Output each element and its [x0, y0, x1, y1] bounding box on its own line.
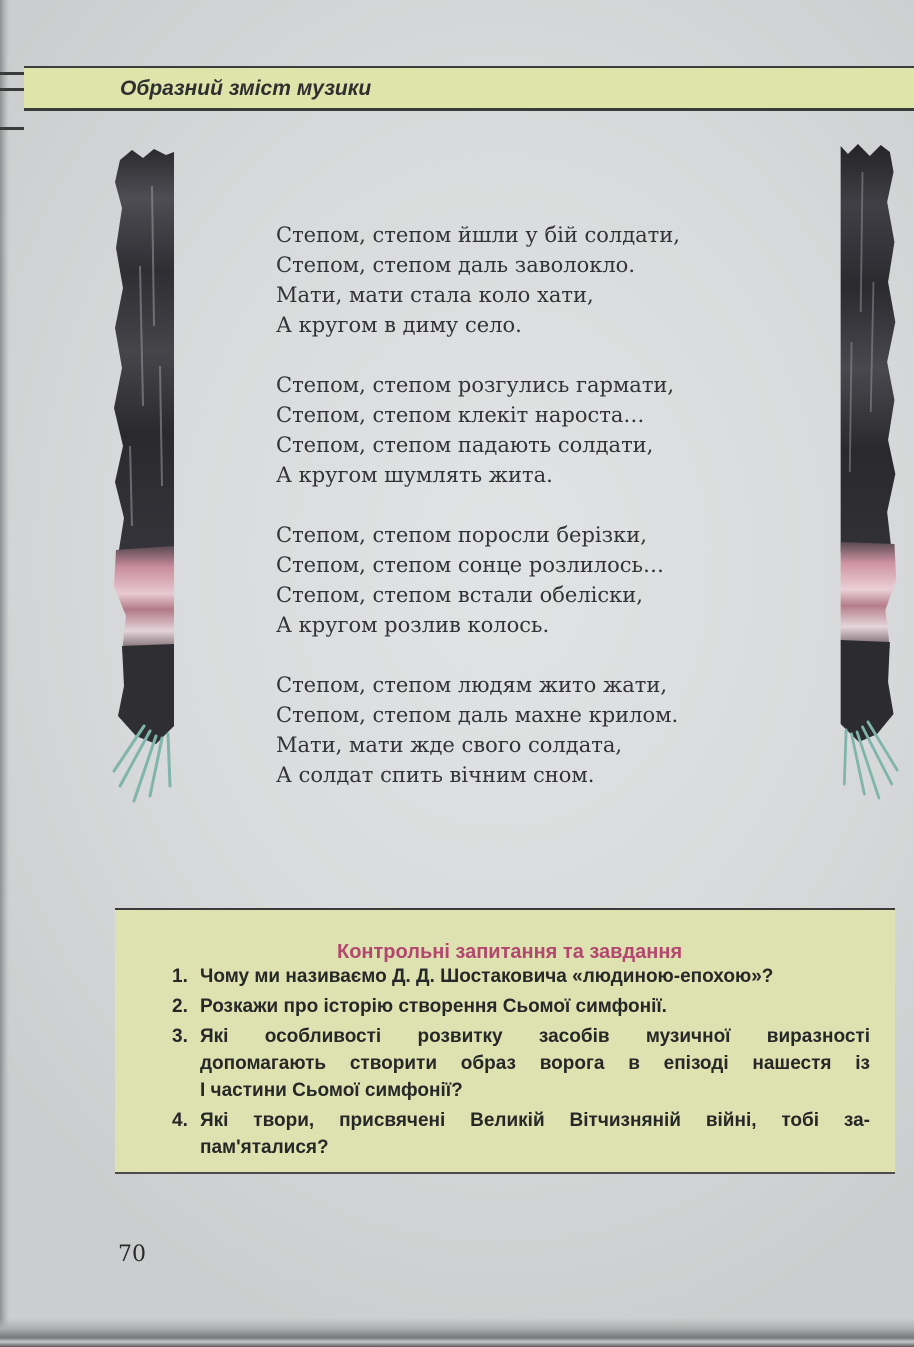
page-edge-tab	[0, 88, 24, 91]
page-edge-tab	[0, 127, 24, 130]
poem-line: Степом, степом поросли берізки,	[276, 523, 647, 547]
section-title: Образний зміст музики	[120, 77, 372, 100]
right-brush-decoration	[837, 142, 899, 806]
question-text-line: допомагають створити образ ворога в епізоді нашестя із	[200, 1053, 870, 1074]
page-left-edge	[0, 0, 9, 1347]
question-number: 3.	[172, 1026, 188, 1047]
question-item	[172, 1023, 870, 1104]
poem-stanza	[276, 370, 680, 490]
question-number: 4.	[172, 1110, 188, 1131]
page-number: 70	[118, 1242, 146, 1267]
poem-line: Степом, степом даль махне крилом.	[276, 703, 679, 727]
poem-stanza	[276, 670, 680, 790]
question-item	[172, 993, 870, 1020]
question-text-line: пам'яталися?	[200, 1137, 329, 1158]
poem-stanza	[276, 520, 680, 640]
poem-line: Степом, степом падають солдати,	[276, 433, 654, 457]
poem-line: Степом, степом даль заволокло.	[276, 253, 635, 277]
poem-line: Степом, степом сонце розлилось…	[276, 553, 664, 577]
question-text-line: Які особливості розвитку засобів музичної виразності	[200, 1026, 870, 1047]
poem-line: А кругом в диму село.	[276, 313, 522, 337]
poem-line: Степом, степом встали обеліски,	[276, 583, 643, 607]
poem-line: Мати, мати стала коло хати,	[276, 283, 594, 307]
poem-line: Степом, степом розгулись гармати,	[276, 373, 675, 397]
poem-line: Степом, степом людям жито жати,	[276, 673, 668, 697]
poem-line: Степом, степом йшли у бій солдати,	[276, 223, 680, 247]
poem-stanza	[276, 220, 680, 340]
poem	[276, 220, 680, 820]
poem-line: А кругом шумлять жита.	[276, 463, 553, 487]
question-text-line: Чому ми називаємо Д. Д. Шостаковича «людиною-епохою»?	[200, 966, 774, 987]
poem-line: А кругом розлив колось.	[276, 613, 550, 637]
poem-line: Степом, степом клекіт нароста…	[276, 403, 645, 427]
question-text-line: Розкажи про історію створення Сьомої симфонії.	[200, 996, 667, 1017]
review-questions-title: Контрольні запитання та завдання	[337, 941, 683, 963]
poem-line: А солдат спить вічним сном.	[276, 763, 595, 787]
question-text-line: І частини Сьомої симфонії?	[200, 1080, 463, 1101]
page-edge-tab	[0, 72, 24, 75]
question-item	[172, 963, 870, 990]
page-bottom-edge	[0, 1318, 914, 1347]
left-brush-decoration	[110, 146, 178, 810]
review-questions-box	[115, 908, 895, 1174]
question-item	[172, 1107, 870, 1161]
question-text-line: Які твори, присвячені Великій Вітчизняній війні, тобі за-	[200, 1110, 870, 1131]
question-number: 2.	[172, 996, 188, 1017]
section-header-band	[24, 66, 914, 111]
poem-line: Мати, мати жде свого солдата,	[276, 733, 623, 757]
question-number: 1.	[172, 966, 188, 987]
review-questions-list	[172, 963, 870, 1164]
